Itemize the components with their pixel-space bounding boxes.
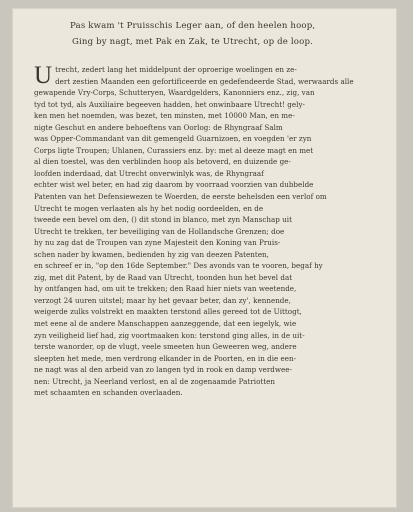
text-line: zig, met dit Patent, by de Raad van Utrecht, toonden hun het bevel dat — [34, 272, 293, 282]
text-line: terste wanorder, op de vlugt, veele smeeten hun Geweeren weg, andere — [34, 342, 297, 352]
text-line: tweede een bevel om den, () dit stond in blanco, met zyn Manschap uit — [34, 215, 292, 225]
text-line: ken men het noemden, was bezet, ten minsten, met 10000 Man, en me- — [34, 111, 295, 121]
text-line: en schreef er in, "op den 16de September." Des avonds van te vooren, begaf hy — [34, 261, 323, 271]
text-line: met schaamten en schanden overlaaden. — [34, 388, 183, 398]
verse-line-2: Ging by nagt, met Pak en Zak, te Utrecht, op de loop. — [72, 37, 313, 47]
body-paragraph — [34, 64, 386, 399]
text-line: gewapende Vry-Corps, Schutteryen, Waardgelders, Kanonniers enz., zig, van — [34, 88, 315, 98]
text-line: trecht, zedert lang het middelpunt der oproerige woelingen en ze- — [55, 65, 297, 74]
verse-line-1: Pas kwam 't Pruisschis Leger aan, of den heelen hoop, — [70, 21, 316, 31]
text-line: nen: Utrecht, ja Neerland verlost, en al de zogenaamde Patriotten — [34, 376, 276, 386]
text-line: Utrecht te mogen verlaaten als hy het nodig oordeelden, en de — [34, 203, 264, 213]
drop-cap-initial: U — [34, 62, 53, 89]
text-line: tyd tot tyd, als Auxiliaire begeeven hadden, het onwinbaare Utrecht! gely- — [34, 99, 305, 109]
text-line: Utrecht te trekken, ter beveiliging van de Hollandsche Grenzen; doe — [34, 226, 285, 236]
text-line: schen nader by kwamen, bedienden hy zig van deezen Patenten, — [34, 249, 269, 259]
text-line: sleepten het mede, men verdrong elkander in de Poorten, en in die een- — [34, 353, 297, 363]
text-line: zyn veiligheid lief had, zig voortmaaken kon: terstond ging alles, in de uit- — [34, 330, 305, 340]
verse-header — [70, 18, 315, 50]
document-page — [12, 8, 397, 508]
text-line: dert zestien Maanden een gefortificeerde en gedefendeerde Stad, werwaards alle — [55, 76, 354, 86]
text-line: verzogt 24 uuren uitstel; maar hy het gevaar beter, dan zy', kennende, — [34, 295, 291, 305]
text-line: Corps ligte Troupen; Uhlanen, Curassiers enz. by: met al deeze magt en met — [34, 145, 314, 155]
text-line: weigerde zulks volstrekt en maakten terstond alles gereed tot de Uittogt, — [34, 307, 302, 317]
text-line: al dien toestel, was den verblinden hoop als betoverd, en duizende ge- — [34, 157, 291, 167]
text-line: hy ontfangen had, om uit te trekken; den Raad hier niets van weetende, — [34, 284, 297, 294]
text-line: nigte Geschut en andere behoeftens van Oorlog: de Rhyngraaf Salm — [34, 122, 283, 132]
text-line: met eene al de andere Manschappen aanzeggende, dat een iegelyk, wie — [34, 319, 297, 329]
text-line: ne nagt was al den arbeid van zo langen tyd in rook en damp verdwee- — [34, 365, 292, 375]
text-line: was Opper-Commandant van dit gemengeld Guarnizoen, en voegden 'er zyn — [34, 134, 312, 144]
text-line: hy nu zag dat de Troupen van zyne Majesteit den Koning van Pruis- — [34, 238, 281, 248]
text-line: Patenten van het Defensiewezen te Woerden, de eerste behelsden een verlof om — [34, 192, 327, 202]
text-line: loofden inderdaad, dat Utrecht onverwinlyk was, de Rhyngraaf — [34, 168, 264, 178]
text-line: echter wist wel beter, en had zig daarom by voorraad voorzien van dubbelde — [34, 180, 314, 190]
